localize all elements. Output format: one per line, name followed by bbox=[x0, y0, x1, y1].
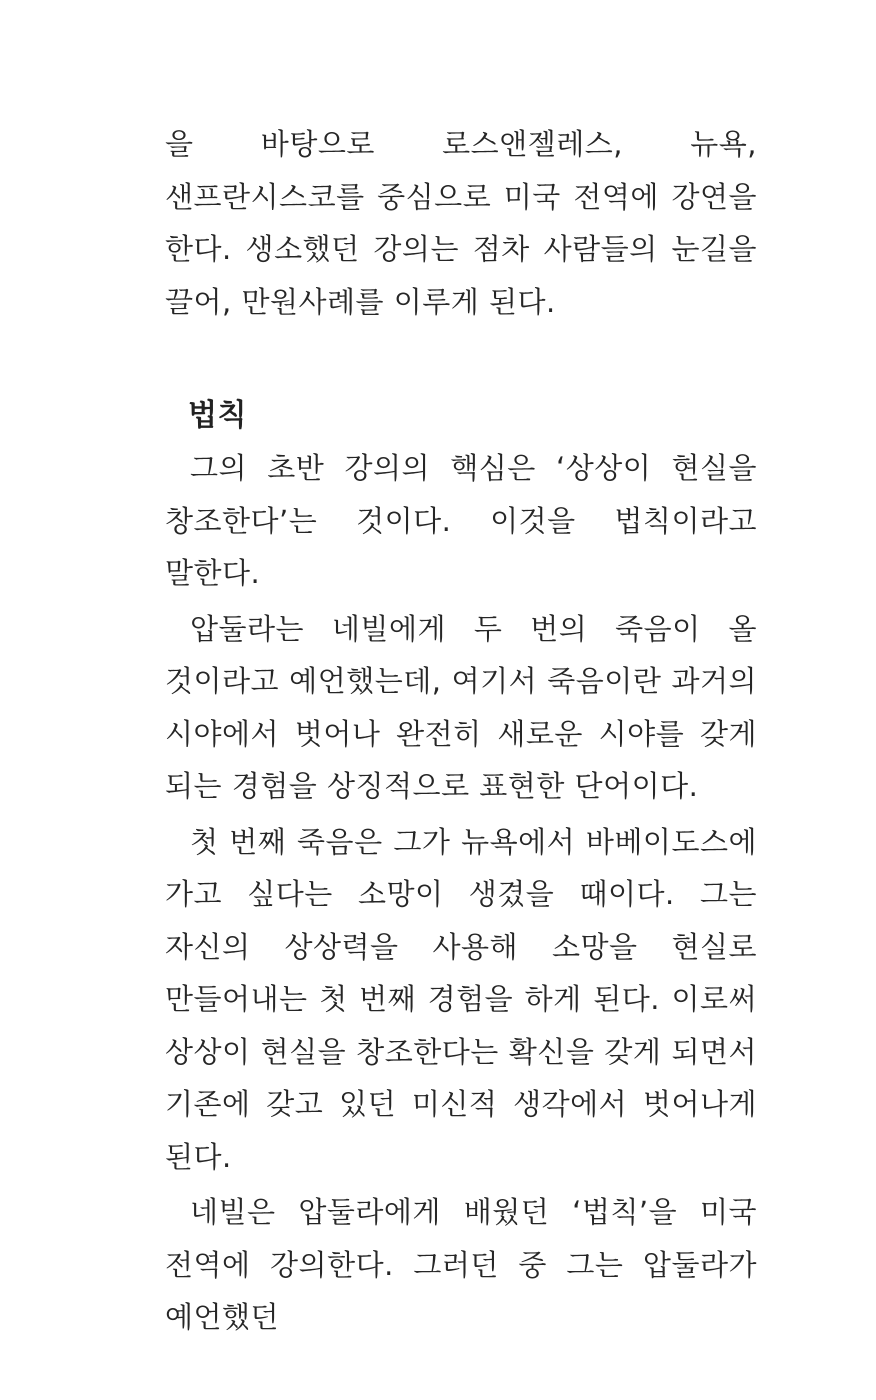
body-paragraph: 네빌은 압둘라에게 배웠던 ‘법칙’을 미국 전역에 강의한다. 그러던 중 그는 압둘라가 예언했던 bbox=[165, 1195, 757, 1334]
document-page bbox=[165, 118, 757, 1344]
body-paragraph: 압둘라는 네빌에게 두 번의 죽음이 올 것이라고 예언했는데, 여기서 죽음이란 과거의 시야에서 벗어나 완전히 새로운 시야를 갖게 되는 경험을 상징적으로 표현한 단어이다. bbox=[165, 611, 757, 803]
section-spacer bbox=[165, 328, 757, 390]
body-paragraph: 첫 번째 죽음은 그가 뉴욕에서 바베이도스에 가고 싶다는 소망이 생겼을 때이다. 그는 자신의 상상력을 사용해 소망을 현실로 만들어내는 첫 번째 경험을 하게 된다. 이로써 상상이 현실을 창조한다는 확신을 갖게 되면서 기존에 갖고 있던 미신적 생각에서 벗어나게 된다. bbox=[165, 824, 757, 1174]
intro-paragraph: 을 바탕으로 로스앤젤레스, 뉴욕, 샌프란시스코를 중심으로 미국 전역에 강연을 한다. 생소했던 강의는 점차 사람들의 눈길을 끌어, 만원사례를 이루게 된다. bbox=[165, 127, 757, 319]
body-paragraph: 그의 초반 강의의 핵심은 ‘상상이 현실을 창조한다’는 것이다. 이것을 법칙이라고 말한다. bbox=[165, 451, 757, 590]
section-heading: 법칙 bbox=[188, 398, 247, 433]
